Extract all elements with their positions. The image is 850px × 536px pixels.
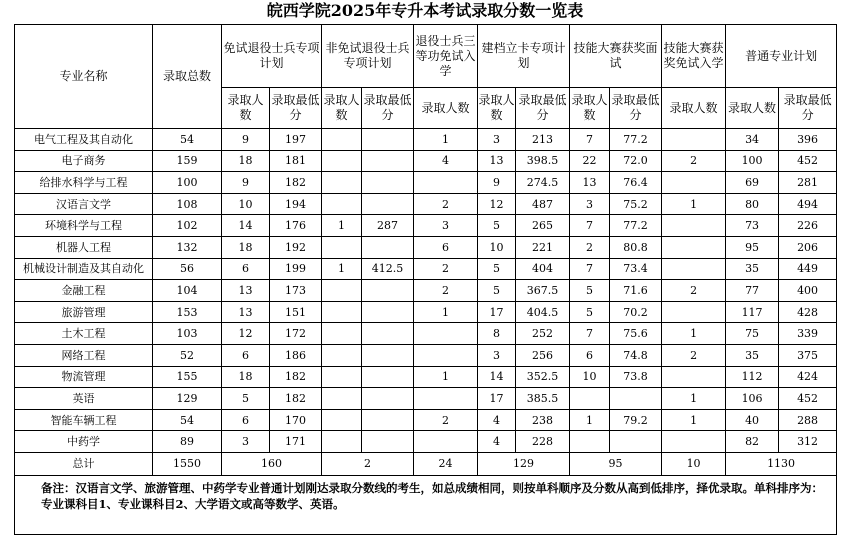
major-name-cell: 环境科学与工程 bbox=[15, 215, 153, 237]
table-cell: 74.8 bbox=[610, 344, 662, 366]
table-cell: 375 bbox=[779, 344, 837, 366]
table-cell: 5 bbox=[570, 301, 610, 323]
table-cell: 449 bbox=[779, 258, 837, 280]
table-cell: 8 bbox=[478, 323, 516, 345]
major-name-cell: 机械设计制造及其自动化 bbox=[15, 258, 153, 280]
table-cell bbox=[662, 258, 726, 280]
header-count: 录取人数 bbox=[478, 88, 516, 129]
table-cell: 398.5 bbox=[516, 150, 570, 172]
table-cell: 5 bbox=[222, 388, 270, 410]
table-cell: 182 bbox=[270, 388, 322, 410]
table-cell: 73.8 bbox=[610, 366, 662, 388]
table-cell: 13 bbox=[222, 301, 270, 323]
table-cell bbox=[362, 344, 414, 366]
table-cell: 288 bbox=[779, 409, 837, 431]
table-cell: 228 bbox=[516, 431, 570, 453]
table-cell: 17 bbox=[478, 388, 516, 410]
header-group: 普通专业计划 bbox=[726, 25, 837, 88]
table-cell bbox=[610, 388, 662, 410]
header-count: 录取人数 bbox=[322, 88, 362, 129]
table-cell: 6 bbox=[222, 258, 270, 280]
table-cell: 12 bbox=[478, 193, 516, 215]
table-cell: 71.6 bbox=[610, 280, 662, 302]
table-cell: 7 bbox=[570, 258, 610, 280]
table-cell: 1 bbox=[662, 388, 726, 410]
table-cell: 9 bbox=[478, 172, 516, 194]
table-cell: 153 bbox=[153, 301, 222, 323]
table-cell: 213 bbox=[516, 129, 570, 151]
major-name-cell: 金融工程 bbox=[15, 280, 153, 302]
table-cell: 1 bbox=[662, 409, 726, 431]
table-cell: 6 bbox=[222, 409, 270, 431]
table-cell: 159 bbox=[153, 150, 222, 172]
table-cell bbox=[414, 431, 478, 453]
table-cell: 171 bbox=[270, 431, 322, 453]
table-cell: 10 bbox=[222, 193, 270, 215]
header-min: 录取最低分 bbox=[362, 88, 414, 129]
table-cell: 494 bbox=[779, 193, 837, 215]
table-cell: 194 bbox=[270, 193, 322, 215]
table-cell: 89 bbox=[153, 431, 222, 453]
table-cell: 287 bbox=[362, 215, 414, 237]
table-cell: 186 bbox=[270, 344, 322, 366]
header-count: 录取人数 bbox=[414, 88, 478, 129]
table-cell: 404 bbox=[516, 258, 570, 280]
table-cell: 35 bbox=[726, 258, 779, 280]
table-cell: 72.0 bbox=[610, 150, 662, 172]
table-cell bbox=[610, 431, 662, 453]
header-min: 录取最低分 bbox=[779, 88, 837, 129]
table-cell: 367.5 bbox=[516, 280, 570, 302]
table-cell bbox=[570, 431, 610, 453]
table-cell bbox=[322, 431, 362, 453]
table-cell bbox=[662, 236, 726, 258]
table-cell: 104 bbox=[153, 280, 222, 302]
table-cell bbox=[362, 193, 414, 215]
major-name-cell: 中药学 bbox=[15, 431, 153, 453]
table-cell: 76.4 bbox=[610, 172, 662, 194]
table-cell: 112 bbox=[726, 366, 779, 388]
admission-table bbox=[14, 24, 837, 535]
table-cell: 10 bbox=[478, 236, 516, 258]
table-cell: 2 bbox=[662, 344, 726, 366]
table-cell: 1 bbox=[414, 366, 478, 388]
table-cell bbox=[322, 301, 362, 323]
table-cell: 5 bbox=[570, 280, 610, 302]
table-cell: 452 bbox=[779, 150, 837, 172]
header-count: 录取人数 bbox=[222, 88, 270, 129]
table-cell: 14 bbox=[478, 366, 516, 388]
table-cell: 182 bbox=[270, 172, 322, 194]
table-cell: 3 bbox=[414, 215, 478, 237]
table-cell: 54 bbox=[153, 409, 222, 431]
table-cell: 73.4 bbox=[610, 258, 662, 280]
table-cell: 155 bbox=[153, 366, 222, 388]
table-cell bbox=[662, 172, 726, 194]
table-cell: 252 bbox=[516, 323, 570, 345]
major-name-cell: 旅游管理 bbox=[15, 301, 153, 323]
table-row bbox=[15, 236, 837, 258]
totals-cell: 95 bbox=[570, 452, 662, 475]
table-cell: 70.2 bbox=[610, 301, 662, 323]
table-cell: 412.5 bbox=[362, 258, 414, 280]
table-row bbox=[15, 409, 837, 431]
table-cell bbox=[322, 172, 362, 194]
major-name-cell: 英语 bbox=[15, 388, 153, 410]
table-cell: 7 bbox=[570, 215, 610, 237]
table-cell: 2 bbox=[414, 409, 478, 431]
table-cell bbox=[322, 388, 362, 410]
table-cell bbox=[662, 301, 726, 323]
table-cell: 103 bbox=[153, 323, 222, 345]
table-cell: 2 bbox=[662, 280, 726, 302]
table-cell: 80 bbox=[726, 193, 779, 215]
table-cell: 400 bbox=[779, 280, 837, 302]
table-cell bbox=[662, 215, 726, 237]
major-name-cell: 网络工程 bbox=[15, 344, 153, 366]
table-cell: 69 bbox=[726, 172, 779, 194]
table-cell: 73 bbox=[726, 215, 779, 237]
table-row bbox=[15, 129, 837, 151]
table-cell: 117 bbox=[726, 301, 779, 323]
header-group: 免试退役士兵专项计划 bbox=[222, 25, 322, 88]
table-row bbox=[15, 344, 837, 366]
table-cell: 17 bbox=[478, 301, 516, 323]
table-cell: 18 bbox=[222, 150, 270, 172]
header-group: 非免试退役士兵专项计划 bbox=[322, 25, 414, 88]
header-group: 技能大赛获奖免试入学 bbox=[662, 25, 726, 88]
table-cell bbox=[322, 366, 362, 388]
table-cell bbox=[414, 172, 478, 194]
table-cell: 339 bbox=[779, 323, 837, 345]
table-cell: 221 bbox=[516, 236, 570, 258]
table-cell: 3 bbox=[222, 431, 270, 453]
table-row bbox=[15, 388, 837, 410]
table-cell: 206 bbox=[779, 236, 837, 258]
header-count: 录取人数 bbox=[726, 88, 779, 129]
table-cell: 129 bbox=[153, 388, 222, 410]
table-row bbox=[15, 431, 837, 453]
table-cell: 13 bbox=[570, 172, 610, 194]
table-row bbox=[15, 280, 837, 302]
table-cell: 2 bbox=[414, 193, 478, 215]
table-cell: 3 bbox=[570, 193, 610, 215]
totals-total: 1550 bbox=[153, 452, 222, 475]
table-cell bbox=[322, 129, 362, 151]
table-row bbox=[15, 258, 837, 280]
table-cell: 487 bbox=[516, 193, 570, 215]
major-name-cell: 汉语言文学 bbox=[15, 193, 153, 215]
table-cell: 4 bbox=[478, 409, 516, 431]
table-cell: 181 bbox=[270, 150, 322, 172]
table-row bbox=[15, 150, 837, 172]
table-cell: 256 bbox=[516, 344, 570, 366]
table-cell: 274.5 bbox=[516, 172, 570, 194]
table-cell: 2 bbox=[570, 236, 610, 258]
table-cell: 54 bbox=[153, 129, 222, 151]
table-cell: 40 bbox=[726, 409, 779, 431]
table-cell bbox=[322, 150, 362, 172]
header-group: 退役士兵三等功免试入学 bbox=[414, 25, 478, 88]
table-cell: 9 bbox=[222, 172, 270, 194]
table-cell: 428 bbox=[779, 301, 837, 323]
table-cell bbox=[362, 301, 414, 323]
table-cell: 22 bbox=[570, 150, 610, 172]
major-name-cell: 物流管理 bbox=[15, 366, 153, 388]
table-cell bbox=[414, 388, 478, 410]
header-major: 专业名称 bbox=[15, 25, 153, 129]
table-cell: 281 bbox=[779, 172, 837, 194]
table-cell: 1 bbox=[662, 193, 726, 215]
totals-cell: 10 bbox=[662, 452, 726, 475]
table-row bbox=[15, 366, 837, 388]
table-row bbox=[15, 323, 837, 345]
table-cell: 75.6 bbox=[610, 323, 662, 345]
table-cell: 9 bbox=[222, 129, 270, 151]
table-cell bbox=[362, 366, 414, 388]
table-cell: 77.2 bbox=[610, 129, 662, 151]
table-cell: 80.8 bbox=[610, 236, 662, 258]
table-cell: 12 bbox=[222, 323, 270, 345]
table-cell bbox=[362, 323, 414, 345]
table-cell: 170 bbox=[270, 409, 322, 431]
table-cell: 3 bbox=[478, 129, 516, 151]
table-row bbox=[15, 193, 837, 215]
table-cell: 385.5 bbox=[516, 388, 570, 410]
table-cell: 404.5 bbox=[516, 301, 570, 323]
totals-cell: 129 bbox=[478, 452, 570, 475]
table-cell: 424 bbox=[779, 366, 837, 388]
header-min: 录取最低分 bbox=[516, 88, 570, 129]
table-cell bbox=[362, 280, 414, 302]
table-cell: 1 bbox=[414, 129, 478, 151]
table-cell bbox=[662, 366, 726, 388]
table-cell: 132 bbox=[153, 236, 222, 258]
table-cell: 238 bbox=[516, 409, 570, 431]
major-name-cell: 电子商务 bbox=[15, 150, 153, 172]
table-cell: 6 bbox=[414, 236, 478, 258]
table-cell: 176 bbox=[270, 215, 322, 237]
table-cell bbox=[322, 344, 362, 366]
table-cell bbox=[322, 193, 362, 215]
table-cell: 7 bbox=[570, 129, 610, 151]
table-cell: 106 bbox=[726, 388, 779, 410]
totals-row bbox=[15, 452, 837, 475]
table-cell: 5 bbox=[478, 215, 516, 237]
table-cell: 102 bbox=[153, 215, 222, 237]
table-cell: 4 bbox=[478, 431, 516, 453]
table-cell: 56 bbox=[153, 258, 222, 280]
table-cell: 79.2 bbox=[610, 409, 662, 431]
page-title: 皖西学院2025年专升本考试录取分数一览表 bbox=[266, 1, 584, 20]
table-cell: 6 bbox=[570, 344, 610, 366]
table-cell: 396 bbox=[779, 129, 837, 151]
header-min: 录取最低分 bbox=[270, 88, 322, 129]
table-cell bbox=[322, 280, 362, 302]
totals-cell: 24 bbox=[414, 452, 478, 475]
table-cell: 77 bbox=[726, 280, 779, 302]
table-cell: 2 bbox=[662, 150, 726, 172]
major-name-cell: 土木工程 bbox=[15, 323, 153, 345]
table-cell: 172 bbox=[270, 323, 322, 345]
table-cell: 100 bbox=[726, 150, 779, 172]
table-cell: 182 bbox=[270, 366, 322, 388]
table-cell: 3 bbox=[478, 344, 516, 366]
table-cell bbox=[362, 431, 414, 453]
table-cell bbox=[414, 344, 478, 366]
table-row bbox=[15, 215, 837, 237]
table-cell: 1 bbox=[322, 215, 362, 237]
major-name-cell: 智能车辆工程 bbox=[15, 409, 153, 431]
table-cell: 7 bbox=[570, 323, 610, 345]
table-cell: 1 bbox=[414, 301, 478, 323]
table-cell: 226 bbox=[779, 215, 837, 237]
table-cell bbox=[570, 388, 610, 410]
table-cell: 18 bbox=[222, 366, 270, 388]
table-cell: 75.2 bbox=[610, 193, 662, 215]
table-cell: 13 bbox=[222, 280, 270, 302]
table-cell: 173 bbox=[270, 280, 322, 302]
table-cell: 77.2 bbox=[610, 215, 662, 237]
totals-cell: 1130 bbox=[726, 452, 837, 475]
table-cell: 312 bbox=[779, 431, 837, 453]
table-cell bbox=[322, 409, 362, 431]
table-cell bbox=[362, 129, 414, 151]
table-cell: 108 bbox=[153, 193, 222, 215]
table-cell bbox=[362, 409, 414, 431]
table-cell: 14 bbox=[222, 215, 270, 237]
table-cell: 35 bbox=[726, 344, 779, 366]
header-total: 录取总数 bbox=[153, 25, 222, 129]
table-cell: 5 bbox=[478, 280, 516, 302]
table-row bbox=[15, 172, 837, 194]
table-cell: 10 bbox=[570, 366, 610, 388]
totals-cell: 2 bbox=[322, 452, 414, 475]
major-name-cell: 机器人工程 bbox=[15, 236, 153, 258]
table-cell: 352.5 bbox=[516, 366, 570, 388]
table-cell: 265 bbox=[516, 215, 570, 237]
table-cell: 1 bbox=[662, 323, 726, 345]
table-cell bbox=[322, 323, 362, 345]
major-name-cell: 给排水科学与工程 bbox=[15, 172, 153, 194]
table-cell: 199 bbox=[270, 258, 322, 280]
table-cell: 1 bbox=[570, 409, 610, 431]
header-count: 录取人数 bbox=[662, 88, 726, 129]
table-cell: 34 bbox=[726, 129, 779, 151]
table-cell: 18 bbox=[222, 236, 270, 258]
table-cell: 192 bbox=[270, 236, 322, 258]
table-cell: 5 bbox=[478, 258, 516, 280]
table-cell: 100 bbox=[153, 172, 222, 194]
table-cell: 1 bbox=[322, 258, 362, 280]
table-cell: 197 bbox=[270, 129, 322, 151]
table-cell bbox=[662, 129, 726, 151]
table-cell bbox=[662, 431, 726, 453]
header-count: 录取人数 bbox=[570, 88, 610, 129]
table-cell bbox=[362, 172, 414, 194]
table-cell: 151 bbox=[270, 301, 322, 323]
table-row bbox=[15, 301, 837, 323]
header-group: 建档立卡专项计划 bbox=[478, 25, 570, 88]
table-cell bbox=[362, 150, 414, 172]
table-cell: 452 bbox=[779, 388, 837, 410]
table-cell bbox=[414, 323, 478, 345]
table-cell: 6 bbox=[222, 344, 270, 366]
table-cell: 75 bbox=[726, 323, 779, 345]
header-min: 录取最低分 bbox=[610, 88, 662, 129]
table-cell: 2 bbox=[414, 258, 478, 280]
major-name-cell: 电气工程及其自动化 bbox=[15, 129, 153, 151]
header-group: 技能大赛获奖面试 bbox=[570, 25, 662, 88]
table-cell: 4 bbox=[414, 150, 478, 172]
table-cell: 95 bbox=[726, 236, 779, 258]
table-cell bbox=[322, 236, 362, 258]
table-cell bbox=[362, 236, 414, 258]
table-cell: 2 bbox=[414, 280, 478, 302]
table-cell bbox=[362, 388, 414, 410]
note: 备注：汉语言文学、旅游管理、中药学专业普通计划刚达录取分数线的考生，如总成绩相同，则按单科顺序及分数从高到低排序，择优录取。单科排序为：专业课科目1、专业课科目2、大学语文或高等数学、英语。 bbox=[15, 475, 837, 534]
table-cell: 82 bbox=[726, 431, 779, 453]
table-cell: 13 bbox=[478, 150, 516, 172]
table-cell: 52 bbox=[153, 344, 222, 366]
totals-cell: 160 bbox=[222, 452, 322, 475]
totals-label: 总计 bbox=[15, 452, 153, 475]
